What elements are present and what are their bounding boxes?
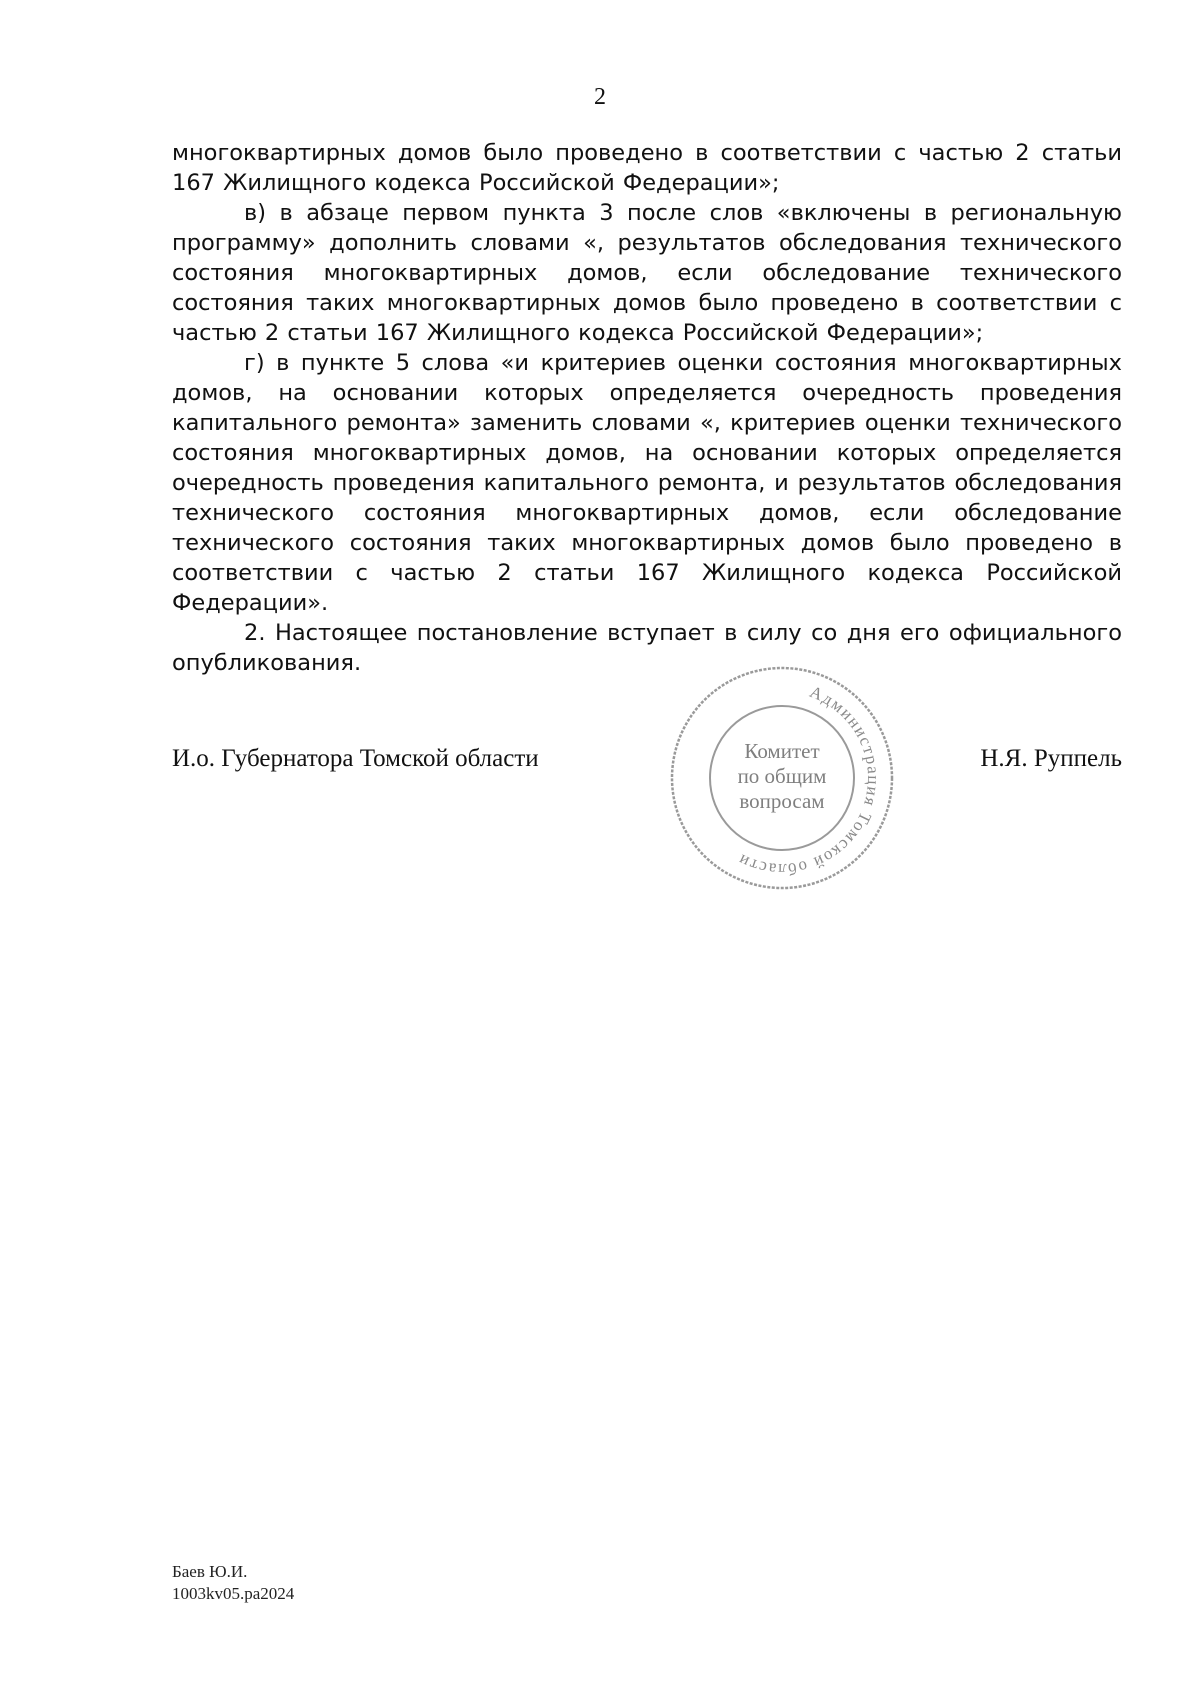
seal-center-line-3: вопросам (739, 789, 825, 813)
document-body (172, 138, 1122, 678)
footer-file-code: 1003kv05.pa2024 (172, 1584, 295, 1603)
paragraph-effective-date: 2. Настоящее постановление вступает в силу со дня его официального опубликования. (172, 620, 1122, 676)
paragraph-item-g: г) в пункте 5 слова «и критериев оценки состояния многоквартирных домов, на основании которых определяется очередность проведения капитального ремонта» заменить словами «, критериев оценки технического состояния многоквартирных домов, на основании которых определяется очередность проведения капитального ремонта, и результатов обследования технического состояния многоквартирных домов, если обследование технического состояния таких многоквартирных домов было проведено в соответствии с частью 2 статьи 167 Жилищного кодекса Российской Федерации». (172, 350, 1122, 616)
footer-author: Баев Ю.И. (172, 1562, 248, 1581)
seal-center-line-1: Комитет (744, 739, 820, 763)
page-number: 2 (594, 84, 606, 110)
paragraph-continuation: многоквартирных домов было проведено в соответствии с частью 2 статьи 167 Жилищного кодекса Российской Федерации»; (172, 140, 1122, 196)
document-footer (172, 1561, 294, 1605)
signatory-name: Н.Я. Руппель (980, 745, 1122, 772)
paragraph-item-v: в) в абзаце первом пункта 3 после слов «включены в региональную программу» дополнить словами «, результатов обследования технического состояния многоквартирных домов, если обследование технического состояния таких многоквартирных домов было проведено в соответствии с частью 2 статьи 167 Жилищного кодекса Российской Федерации»; (172, 200, 1122, 346)
signatory-title: И.о. Губернатора Томской области (172, 745, 539, 772)
seal-center-line-2: по общим (737, 764, 827, 788)
seal-ring-text: Администрация Томской области (734, 682, 884, 880)
signature-block (172, 745, 1122, 785)
